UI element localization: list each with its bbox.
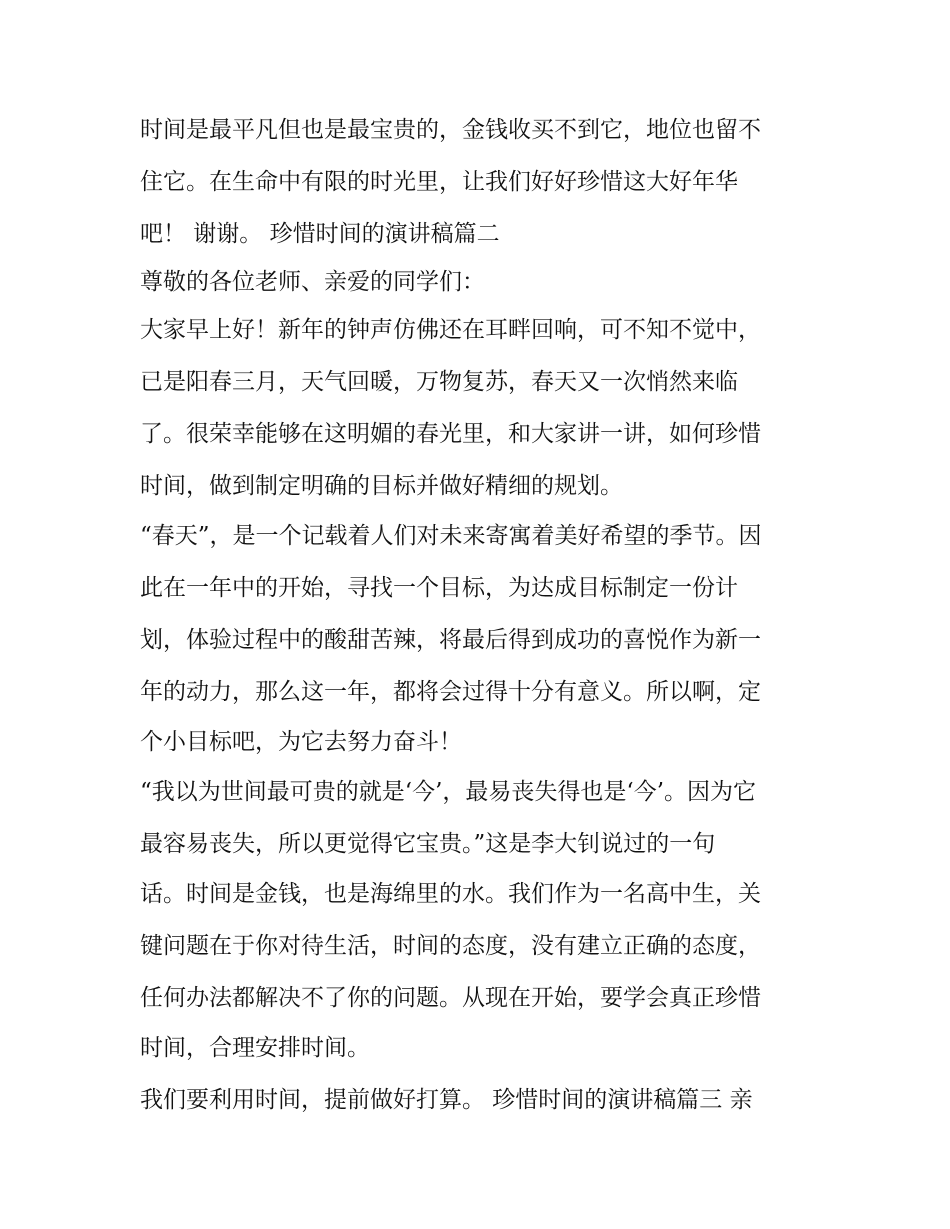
- text-line: 了。很荣幸能够在这明媚的春光里，和大家讲一讲，如何珍惜: [140, 421, 761, 447]
- text-line: 已是阳春三月，天气回暖，万物复苏，春天又一次悄然来临: [140, 369, 738, 395]
- text-line: 年的动力，那么这一年，都将会过得十分有意义。所以啊，定: [140, 679, 761, 705]
- text-line: 大家早上好！新年的钟声仿佛还在耳畔回响，可不知不觉中，: [140, 317, 761, 343]
- text-line: 此在一年中的开始，寻找一个目标，为达成目标制定一份计: [140, 575, 738, 601]
- text-line: 时间，合理安排时间。: [140, 1035, 370, 1061]
- text-line: 住它。在生命中有限的时光里，让我们好好珍惜这大好年华: [140, 169, 738, 195]
- text-line: “春天”，是一个记载着人们对未来寄寓着美好希望的季节。因: [140, 523, 762, 549]
- text-line: 话。时间是金钱，也是海绵里的水。我们作为一名高中生，关: [140, 881, 761, 907]
- text-line: 时间，做到制定明确的目标并做好精细的规划。: [140, 473, 623, 499]
- text-line: 时间是最平凡但也是最宝贵的，金钱收买不到它，地位也留不: [140, 117, 761, 143]
- text-line: “我以为世间最可贵的就是‘今’，最易丧失得也是‘今’。因为它: [140, 779, 757, 805]
- text-line: 吧！ 谢谢。 珍惜时间的演讲稿篇二: [140, 221, 500, 247]
- text-line: 键问题在于你对待生活，时间的态度，没有建立正确的态度，: [140, 933, 761, 959]
- text-line: 任何办法都解决不了你的问题。从现在开始，要学会真正珍惜: [140, 985, 761, 1011]
- text-line: 最容易丧失，所以更觉得它宝贵。”这是李大钊说过的一句: [140, 831, 716, 857]
- text-line: 个小目标吧，为它去努力奋斗！: [140, 729, 462, 755]
- text-line: 划，体验过程中的酸甜苦辣，将最后得到成功的喜悦作为新一: [140, 627, 761, 653]
- text-line: 我们要利用时间，提前做好打算。 珍惜时间的演讲稿篇三 亲: [140, 1087, 753, 1113]
- text-line: 尊敬的各位老师、亲爱的同学们：: [140, 269, 485, 295]
